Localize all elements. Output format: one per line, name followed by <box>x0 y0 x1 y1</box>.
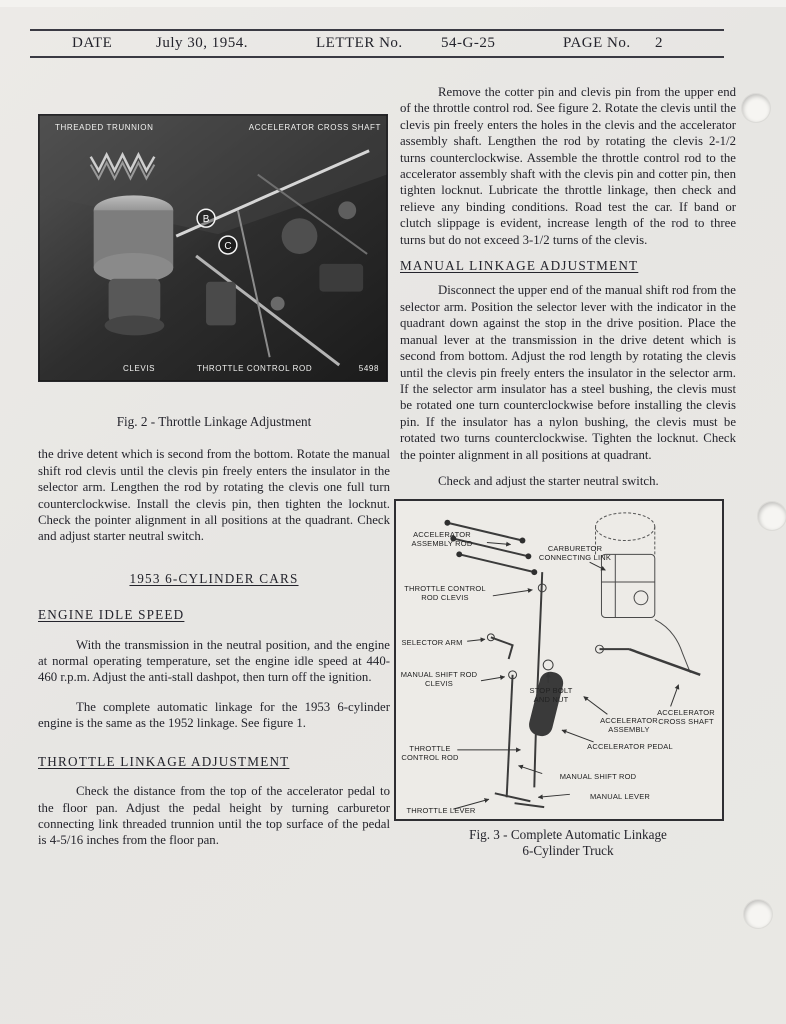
left-column <box>38 106 390 849</box>
right-column <box>400 84 736 859</box>
right-paragraph-3: Check and adjust the starter neutral switch. <box>438 473 659 488</box>
engine-photo-art <box>39 115 387 381</box>
heading-engine-idle-speed: ENGINE IDLE SPEED <box>38 607 185 623</box>
fig3-label-throttle-lever: THROTTLE LEVER <box>406 806 476 816</box>
left-paragraph-3: The complete automatic linkage for the 1953 6-cylinder engine is the same as the 1952 linkage. See figure 1. <box>38 699 390 731</box>
fig3-label-accelerator-assembly-rod: ACCELERATOR ASSEMBLY ROD <box>411 530 473 548</box>
punch-hole-middle <box>758 502 786 530</box>
fig3-label-manual-shift-rod-clevis: MANUAL SHIFT ROD CLEVIS <box>400 670 478 688</box>
figure-3-caption-line1: Fig. 3 - Complete Automatic Linkage <box>469 827 667 843</box>
punch-hole-bottom <box>744 900 772 928</box>
header-page-label: PAGE No. <box>563 35 631 51</box>
punch-hole-top <box>742 94 770 122</box>
header-rule-bottom <box>30 56 724 58</box>
figure-2-caption: Fig. 2 - Throttle Linkage Adjustment <box>116 414 312 429</box>
fig2-label-clevis: CLEVIS <box>123 363 156 373</box>
left-paragraph-1: the drive detent which is second from the bottom. Rotate the manual shift rod clevis until the clevis pin freely enters the insulator in the selector arm. Lengthen the rod by rotating the clevis one full turn counterclockwise. Install the clevis pin, then tighten the locknut. Check the pointer alignment in all positions at the quadrant. Check and adjust starter neutral switch. <box>38 447 390 544</box>
right-paragraph-2: Disconnect the upper end of the manual shift rod from the selector arm. Position the selector lever with the indicator in the quadrant down against the stop in the drive position. Place the manual lever at the transmission in the drive detent which is second from bottom. Adjust the rod length by rotating the clevis until the clevis pin freely enters the insulator in the selector arm. If the selector arm insulator has a steel bushing, the clevis must be rotated one turn counterclockwise before installing the clevis pin. If the insulator has a nylon bushing, the clevis must be rotated two turns counterclockwise. Tighten the locknut. Check the pointer alignment in all positions at quadrant. <box>400 283 736 462</box>
header-rule-top <box>30 29 724 31</box>
fig3-label-carburetor-connecting-link: CARBURETOR CONNECTING LINK <box>538 544 612 562</box>
figure-3-diagram <box>394 499 724 821</box>
fig3-label-manual-shift-rod: MANUAL SHIFT ROD <box>559 772 637 782</box>
fig3-label-throttle-control-rod: THROTTLE CONTROL ROD <box>401 744 459 762</box>
header-letter-label: LETTER No. <box>316 35 403 51</box>
fig2-label-threaded-trunnion: THREADED TRUNNION <box>55 123 154 132</box>
scan-top-edge <box>0 0 786 7</box>
fig3-label-accelerator-assembly: ACCELERATOR ASSEMBLY <box>600 716 658 734</box>
left-paragraph-4: Check the distance from the top of the accelerator pedal to the floor pan. Adjust the pedal height by turning carburetor connecting link threaded trunnion until the top surface of the pedal is 4-5/16 inches from the floor pan. <box>38 784 390 848</box>
left-paragraph-2: With the transmission in the neutral position, and the engine at normal operating temperature, set the engine idle speed at 440-460 r.p.m. Adjust the anti-stall dashpot, then turn off the ignition. <box>38 637 390 685</box>
heading-1953-6-cylinder-cars: 1953 6-CYLINDER CARS <box>129 570 299 586</box>
svg-text:B: B <box>202 214 210 226</box>
header-letter-value: 54-G-25 <box>441 35 496 51</box>
header-date-value: July 30, 1954. <box>156 35 249 51</box>
fig3-label-selector-arm: SELECTOR ARM <box>401 638 463 648</box>
fig2-photo-number: 5498 <box>358 363 379 373</box>
svg-text:C: C <box>224 240 232 252</box>
fig3-label-throttle-control-rod-clevis: THROTTLE CONTROL ROD CLEVIS <box>404 584 486 602</box>
figure-3-caption-line2: 6-Cylinder Truck <box>522 843 614 859</box>
fig2-label-accelerator-cross-shaft: ACCELERATOR CROSS SHAFT <box>248 123 381 132</box>
fig3-label-accelerator-cross-shaft: ACCELERATOR CROSS SHAFT <box>657 708 715 726</box>
right-paragraph-1: Remove the cotter pin and clevis pin from the upper end of the throttle control rod. See figure 2. Rotate the clevis until the clevis pin freely enters the holes in the clevis and the accelerator assembly shaft. Lengthen the rod by rotating the clevis 2-1/2 turns counterclockwise. Assemble the throttle control rod to the accelerator assembly shaft with the clevis pin and cotter pin, then tighten locknut. Lubricate the throttle linkage, then check and relieve any binding conditions. Road test the car. If band or clutch slippage is evident, increase length of the rod to three turns but do not exceed 3-1/2 turns of the clevis. <box>400 85 736 247</box>
figure-2-photo <box>38 114 388 382</box>
heading-throttle-linkage-adjustment: THROTTLE LINKAGE ADJUSTMENT <box>38 753 290 769</box>
header-date-label: DATE <box>72 35 113 51</box>
fig3-label-stop-bolt-and-nut: STOP BOLT AND NUT <box>529 686 573 704</box>
fig3-label-manual-lever: MANUAL LEVER <box>589 792 651 802</box>
fig2-label-throttle-control-rod: THROTTLE CONTROL ROD <box>197 363 313 373</box>
header-page-value: 2 <box>655 35 663 51</box>
heading-manual-linkage-adjustment: MANUAL LINKAGE ADJUSTMENT <box>400 258 639 274</box>
fig3-label-accelerator-pedal: ACCELERATOR PEDAL <box>587 742 673 752</box>
